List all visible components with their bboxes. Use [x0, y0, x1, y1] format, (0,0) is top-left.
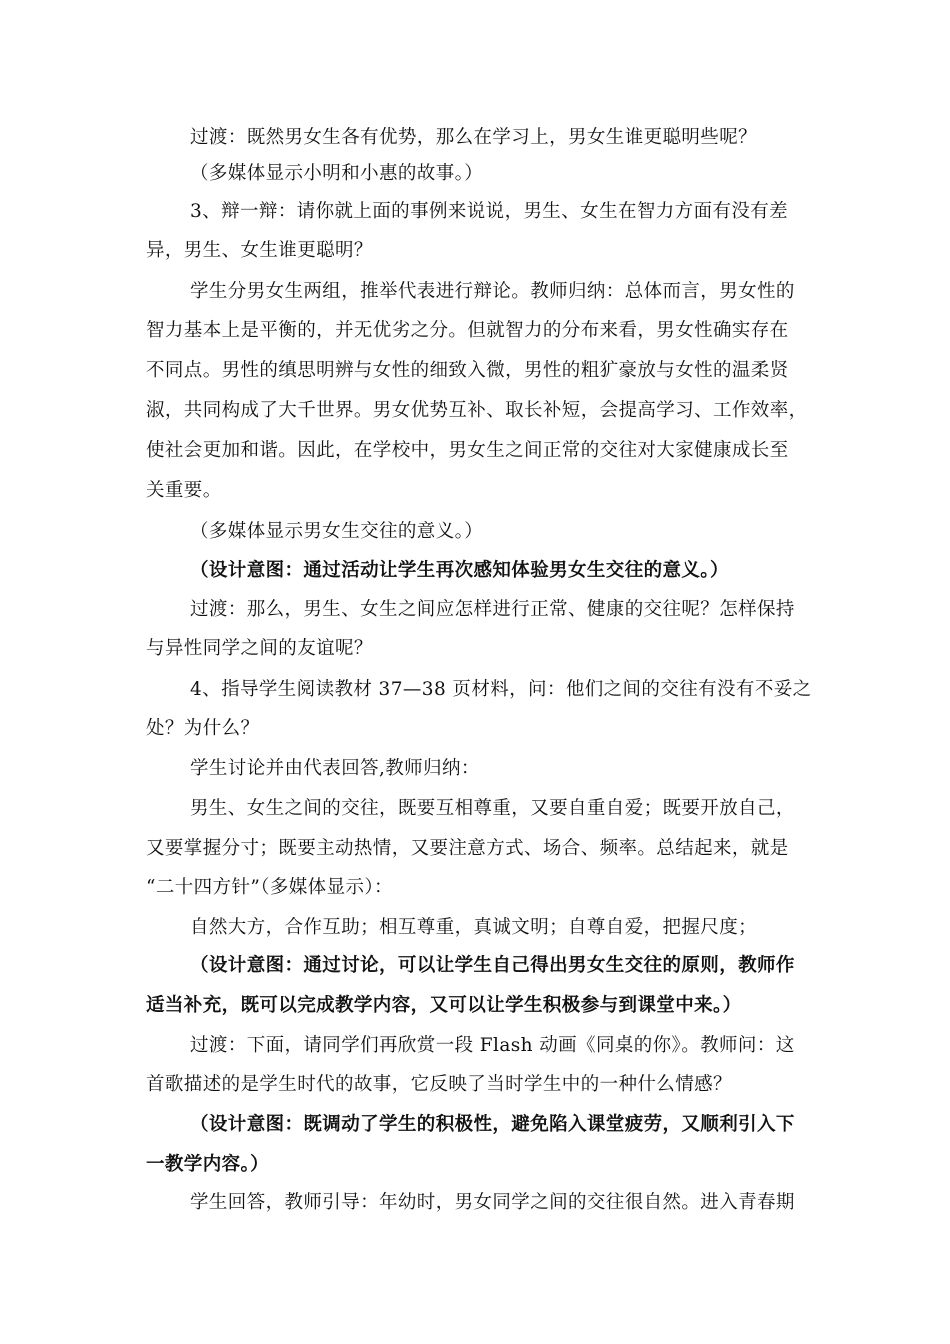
- paragraph-line: 智力基本上是平衡的，并无优劣之分。但就智力的分布来看，男女性确实存在: [146, 320, 789, 341]
- paragraph-line: 男生、女生之间的交往，既要互相尊重，又要自重自爱；既要开放自己，: [190, 798, 795, 819]
- paragraph-line: 不同点。男性的缜思明辨与女性的细致入微，男性的粗犷豪放与女性的温柔贤: [146, 360, 789, 381]
- paragraph-line: （多媒体显示男女生交往的意义。）: [190, 521, 484, 542]
- paragraph-line: 学生分男女生两组，推举代表进行辩论。教师归纳：总体而言，男女性的: [190, 281, 795, 302]
- paragraph-line: 自然大方，合作互助；相互尊重，真诚文明；自尊自爱，把握尺度；: [190, 917, 758, 938]
- paragraph-line: 又要掌握分寸；既要主动热情，又要注意方式、场合、频率。总结起来，就是: [146, 838, 789, 859]
- paragraph-line: 学生讨论并由代表回答,教师归纳：: [190, 758, 480, 779]
- paragraph-line: 3、辩一辩：请你就上面的事例来说说，男生、女生在智力方面有没有差: [190, 201, 789, 222]
- design-intent-line: 适当补充，既可以完成教学内容，又可以让学生积极参与到课堂中来。）: [146, 995, 742, 1016]
- paragraph-line: “二十四方针”（多媒体显示）：: [146, 877, 393, 898]
- paragraph-line: 首歌描述的是学生时代的故事，它反映了当时学生中的一种什么情感？: [146, 1074, 732, 1095]
- paragraph-line: （多媒体显示小明和小惠的故事。）: [190, 163, 484, 184]
- design-intent-line: （设计意图：通过活动让学生再次感知体验男女生交往的意义。）: [190, 560, 729, 581]
- paragraph-line: 过渡：下面，请同学们再欣赏一段 Flash 动画《同桌的你》。教师问：这: [190, 1035, 795, 1056]
- design-intent-line: 一教学内容。）: [146, 1154, 270, 1175]
- paragraph-line: 4、指导学生阅读教材 37—38 页材料，问：他们之间的交往有没有不妥之: [190, 679, 812, 700]
- design-intent-line: （设计意图：通过讨论，可以让学生自己得出男女生交往的原则，教师作: [190, 955, 795, 976]
- design-intent-line: （设计意图：既调动了学生的积极性，避免陷入课堂疲劳，又顺利引入下: [190, 1114, 795, 1135]
- paragraph-line: 处？为什么？: [146, 718, 260, 739]
- paragraph-line: 过渡：那么，男生、女生之间应怎样进行正常、健康的交往呢？怎样保持: [190, 599, 795, 620]
- paragraph-line: 淑，共同构成了大千世界。男女优势互补、取长补短，会提高学习、工作效率，: [146, 400, 808, 421]
- paragraph-line: 异，男生、女生谁更聪明？: [146, 240, 373, 261]
- paragraph-line: 使社会更加和谐。因此，在学校中，男女生之间正常的交往对大家健康成长至: [146, 440, 789, 461]
- paragraph-line: 学生回答，教师引导：年幼时，男女同学之间的交往很自然。进入青春期: [190, 1192, 795, 1213]
- paragraph-line: 关重要。: [146, 480, 222, 501]
- paragraph-line: 与异性同学之间的友谊呢？: [146, 638, 373, 659]
- paragraph-line: 过渡：既然男女生各有优势，那么在学习上，男女生谁更聪明些呢？: [190, 127, 758, 148]
